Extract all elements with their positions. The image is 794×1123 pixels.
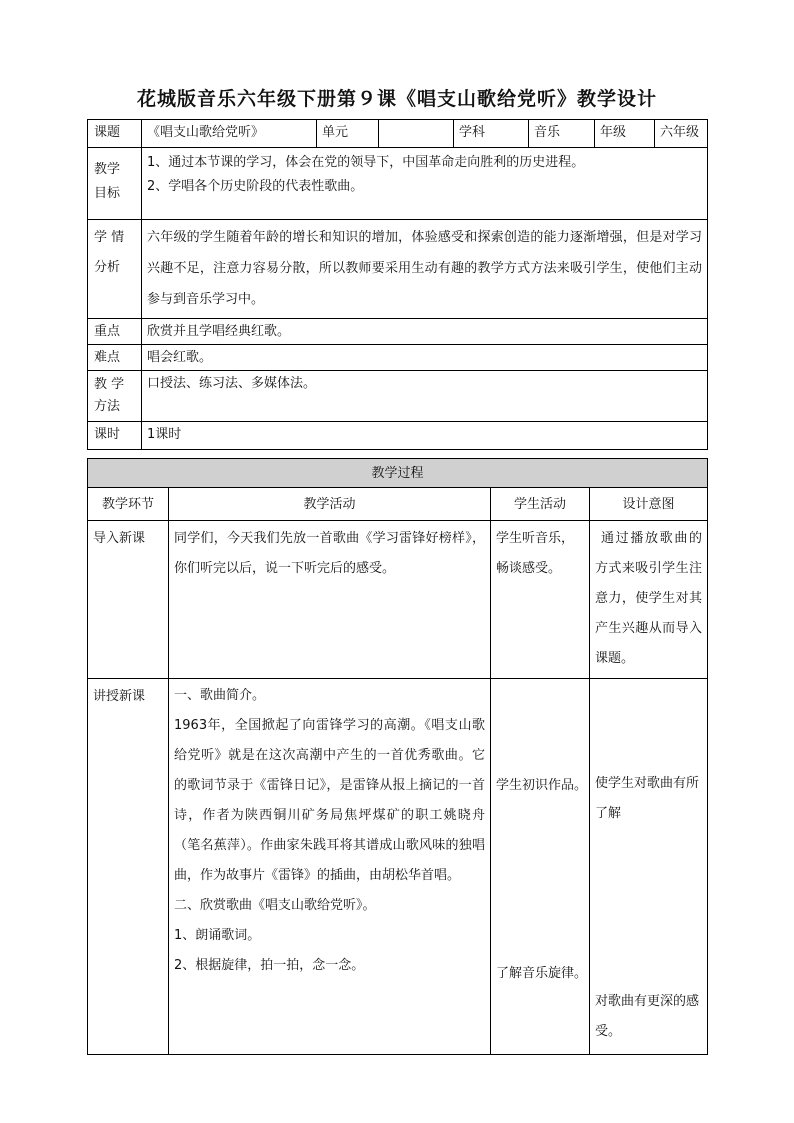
- method-label-line-2: 方法: [94, 399, 121, 414]
- activity-line: 1、朗诵歌词。: [174, 928, 261, 943]
- student-activity: 学生初识作品。: [496, 778, 588, 793]
- header-intent: 设计意图: [590, 488, 708, 521]
- difficulty-text: 唱会红歌。: [142, 345, 708, 371]
- intent-text: 使学生对歌曲有所了解: [595, 776, 700, 821]
- stage-cell: 导入新课: [88, 521, 169, 679]
- objective-item: 2、学唱各个历史阶段的代表性歌曲。: [147, 179, 364, 194]
- objectives-content: [142, 148, 708, 220]
- activity-cell: [169, 679, 491, 1055]
- subject-label: 学科: [454, 120, 529, 148]
- student-cell: 学生听音乐，畅谈感受。: [491, 521, 590, 679]
- difficulty-label: 难点: [88, 345, 142, 371]
- analysis-label-line-2: 分析: [94, 260, 121, 275]
- student-activity: 了解音乐旋律。: [496, 966, 588, 981]
- teaching-process-table: [87, 458, 708, 1055]
- header-activity: 教学活动: [169, 488, 491, 521]
- method-text: 口授法、练习法、多媒体法。: [142, 371, 708, 422]
- stage-cell: 讲授新课: [88, 679, 169, 1055]
- topic-label: 课题: [88, 120, 142, 148]
- page-title: 花城版音乐六年级下册第９课《唱支山歌给党听》教学设计: [136, 88, 657, 110]
- objectives-label-line-2: 目标: [94, 186, 121, 201]
- header-student: 学生活动: [491, 488, 590, 521]
- activity-line: 一、歌曲简介。: [174, 688, 266, 703]
- header-stage: 教学环节: [88, 488, 169, 521]
- unit-value: [379, 120, 454, 148]
- hours-text: 1课时: [142, 422, 708, 450]
- table-row: [88, 679, 708, 1055]
- activity-line: 2、根据旋律，拍一拍，念一念。: [174, 958, 365, 973]
- lesson-info-table: [87, 119, 708, 450]
- topic-value: 《唱支山歌给党听》: [142, 120, 317, 148]
- method-label: [88, 371, 142, 422]
- unit-label: 单元: [317, 120, 379, 148]
- objectives-label: [88, 148, 142, 220]
- hours-label: 课时: [88, 422, 142, 450]
- intent-cell: [590, 679, 708, 1055]
- grade-value: 六年级: [655, 120, 708, 148]
- analysis-label-line-1: 学 情: [94, 230, 125, 245]
- analysis-text: 六年级的学生随着年龄的增长和知识的增加，体验感受和探索创造的能力逐渐增强，但是对学习兴趣不足，注意力容易分散，所以教师要采用生动有趣的教学方式方法来吸引学生，使他们主动参与到音乐学习中。: [142, 220, 708, 319]
- table-row: [88, 521, 708, 679]
- method-label-line-1: 教 学: [94, 377, 125, 392]
- process-title: 教学过程: [88, 459, 708, 488]
- intent-text: 对歌曲有更深的感受。: [595, 994, 700, 1039]
- objectives-label-line-1: 教学: [94, 162, 121, 177]
- activity-cell: 同学们，今天我们先放一首歌曲《学习雷锋好榜样》，你们听完以后，说一下听完后的感受。: [169, 521, 491, 679]
- student-cell: [491, 679, 590, 1055]
- key-point-label: 重点: [88, 319, 142, 345]
- analysis-label: [88, 220, 142, 319]
- activity-line: 二、欣赏歌曲《唱支山歌给党听》。: [174, 898, 376, 913]
- objective-item: 1、通过本节课的学习，体会在党的领导下，中国革命走向胜利的历史进程。: [147, 155, 585, 170]
- key-point-text: 欣赏并且学唱经典红歌。: [142, 319, 708, 345]
- subject-value: 音乐: [529, 120, 595, 148]
- grade-label: 年级: [595, 120, 655, 148]
- intent-cell: 通过播放歌曲的方式来吸引学生注意力，使学生对其产生兴趣从而导入课题。: [590, 521, 708, 679]
- activity-line: 1963年，全国掀起了向雷锋学习的高潮。《唱支山歌给党听》就是在这次高潮中产生的一首优秀歌曲。它的歌词节录于《雷锋日记》，是雷锋从报上摘记的一首诗，作者为陕西铜川矿务局焦坪煤矿的职工姚晓舟（笔名蕉萍）。作曲家朱践耳将其谱成山歌风味的独唱曲，作为故事片《雷锋》的插曲，由胡松华首唱。: [174, 718, 485, 883]
